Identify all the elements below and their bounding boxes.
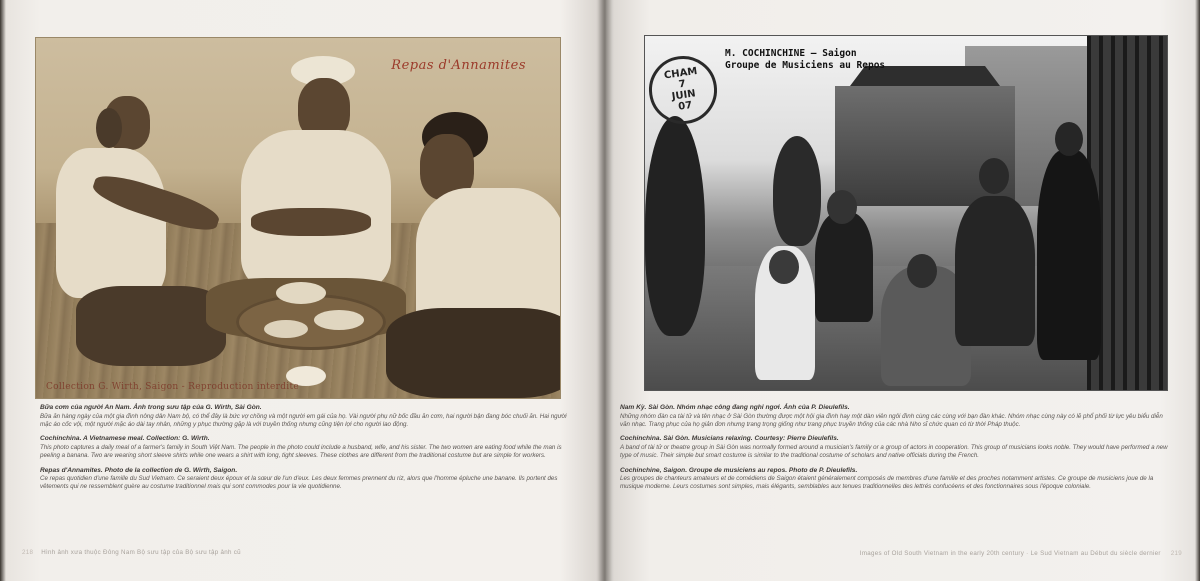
left-page-footer [22, 549, 241, 556]
figure-left-shirt [56, 148, 166, 298]
right-bw-photo [645, 36, 1167, 390]
page-number: 218 [22, 549, 34, 556]
entry-title: Cochinchina. Sài Gòn. Musicians relaxing. Courtesy: Pierre Dieulefils. [620, 435, 839, 443]
bowl-3 [314, 310, 364, 330]
right-entry-en [620, 435, 1168, 460]
figure-right-legs [386, 308, 560, 398]
photo-credit: Collection G. Wirth, Saigon - Reproduction interdite [46, 382, 300, 392]
entry-body: A band of tài tử or theatre group in Sài Gòn was normally formed around a musician's family or a group of actors in cooperation. This group of musicians looks noble. They would have performed a new type of music. Their simple but smart costume is similar to the traditional costume of scholars and native officials during the French. [620, 443, 1168, 460]
left-caption-block [40, 404, 575, 498]
entry-title: Repas d'Annamites. Photo de la collection de G. Wirth, Saigon. [40, 466, 238, 474]
right-page-footer [860, 550, 1182, 557]
entry-body: This photo captures a daily meal of a farmer's family in South Việt Nam. The people in the photo could include a husband, wife, and his sister. The two women are eating food while the man is peeling a banana. Two are wearing short sleeve shirts while one wears a shirt with long, tight sleeves. These clothes are different from the traditional costume but are simple for workers. [40, 443, 562, 460]
running-title: Hình ảnh xưa thuộc Đông Nam Bộ sưu tập của Bộ sưu tập ảnh cũ [41, 549, 241, 556]
left-sepia-photo [36, 38, 560, 398]
musician-2 [815, 212, 873, 322]
musician-2-head [827, 190, 857, 224]
left-entry-fr [40, 467, 575, 492]
page-number: 219 [1170, 550, 1182, 557]
musician-5 [1037, 150, 1101, 360]
entry-title: Cochinchine, Saigon. Groupe de musiciens au repos. Photo de P. Dieulefils. [620, 466, 858, 474]
book-gutter [596, 0, 614, 581]
entry-title: Nam Kỳ. Sài Gòn. Nhóm nhạc công đang nghỉ ngơi. Ảnh của P. Dieulefils. [620, 404, 850, 411]
left-entry-vi [40, 404, 575, 429]
musician-5-head [1055, 122, 1083, 156]
entry-body: Bữa ăn hàng ngày của một gia đình nông dân Nam bộ, có thể đây là bức vợ chồng và một người em gái của họ. Vài người phụ nữ bốc đầu ăn cơm, hai người bận đang bóc chuối ăn. Hai người mặc áo cốc vội, một người mặc áo dài tay nhân, những y phục thường gặp là với truyền thống nhưng cũng tiện lợi cho người lao động. [40, 412, 567, 428]
left-entry-en [40, 435, 575, 460]
bowl-1 [276, 282, 326, 304]
bowl-2 [264, 320, 308, 338]
tree-center [773, 136, 821, 246]
postmark-stamp: CHAM 7 JUIN 07 [645, 52, 721, 129]
entry-title: Bữa cơm của người An Nam. Ảnh trong sưu tập của G. Wirth, Sài Gòn. [40, 404, 262, 411]
entry-title: Cochinchina. A Vietnamese meal. Collection: G. Wirth. [40, 435, 210, 443]
musician-3-head [907, 254, 937, 288]
right-entry-fr [620, 467, 1168, 492]
right-entry-vi [620, 404, 1168, 429]
entry-body: Những nhóm đàn ca tài tử và tên nhạc ở Sài Gòn thường được một hội gia đình hay một dàn viên ngôi đình cùng các cùng với bạn đàn khác. Nhóm nhạc cùng này có lẽ phổ phối từ lực yêu biểu diễn văn nhạc. Trang phục của họ giản đơn nhưng trang trọng giống như trang phục truyền thống của các nhà Nho sĩ chức quan có từ thời Pháp thuộc. [620, 412, 1163, 428]
postcard-title-line-1: M. COCHINCHINE — Saigon [725, 48, 857, 59]
postcard-title [725, 48, 885, 72]
musician-1-head [769, 250, 799, 284]
musician-4-head [979, 158, 1009, 194]
entry-body: Ce repas quotidien d'une famille du Sud Vietnam. Ce seraient deux époux et la sœur de l'un d'eux. Les deux femmes prennent du riz, alors que l'homme épluche une banane. Ils portent des vêtements qui ne ressemblent guère au costume traditionnel mais qui sont commodes pour la vie quotidienne. [40, 475, 558, 491]
figure-left-legs [76, 286, 226, 366]
tree-left [645, 116, 705, 336]
figure-left-hair [96, 108, 122, 148]
photo-caption: Repas d'Annamites [391, 58, 526, 73]
musician-4 [955, 196, 1035, 346]
right-caption-block [620, 404, 1168, 498]
entry-body: Les groupes de chanteurs amateurs et de comédiens de Saigon étaient généralement composés de membres d'une famille et des proches notamment artistes. Ce groupe de musiciens joue de la musique moderne. Leurs costumes sont simples, mais élégants, semblables aux tenues traditionnelles des lettrés confucéens et des fonctionnaires sous l'époque coloniale. [620, 475, 1154, 491]
figure-center-arm [251, 208, 371, 236]
running-title: Images of Old South Vietnam in the early 20th century · Le Sud Vietnam au Début du siècle dernier [859, 550, 1161, 557]
postcard-title-line-2: Groupe de Musiciens au Repos [725, 59, 886, 71]
